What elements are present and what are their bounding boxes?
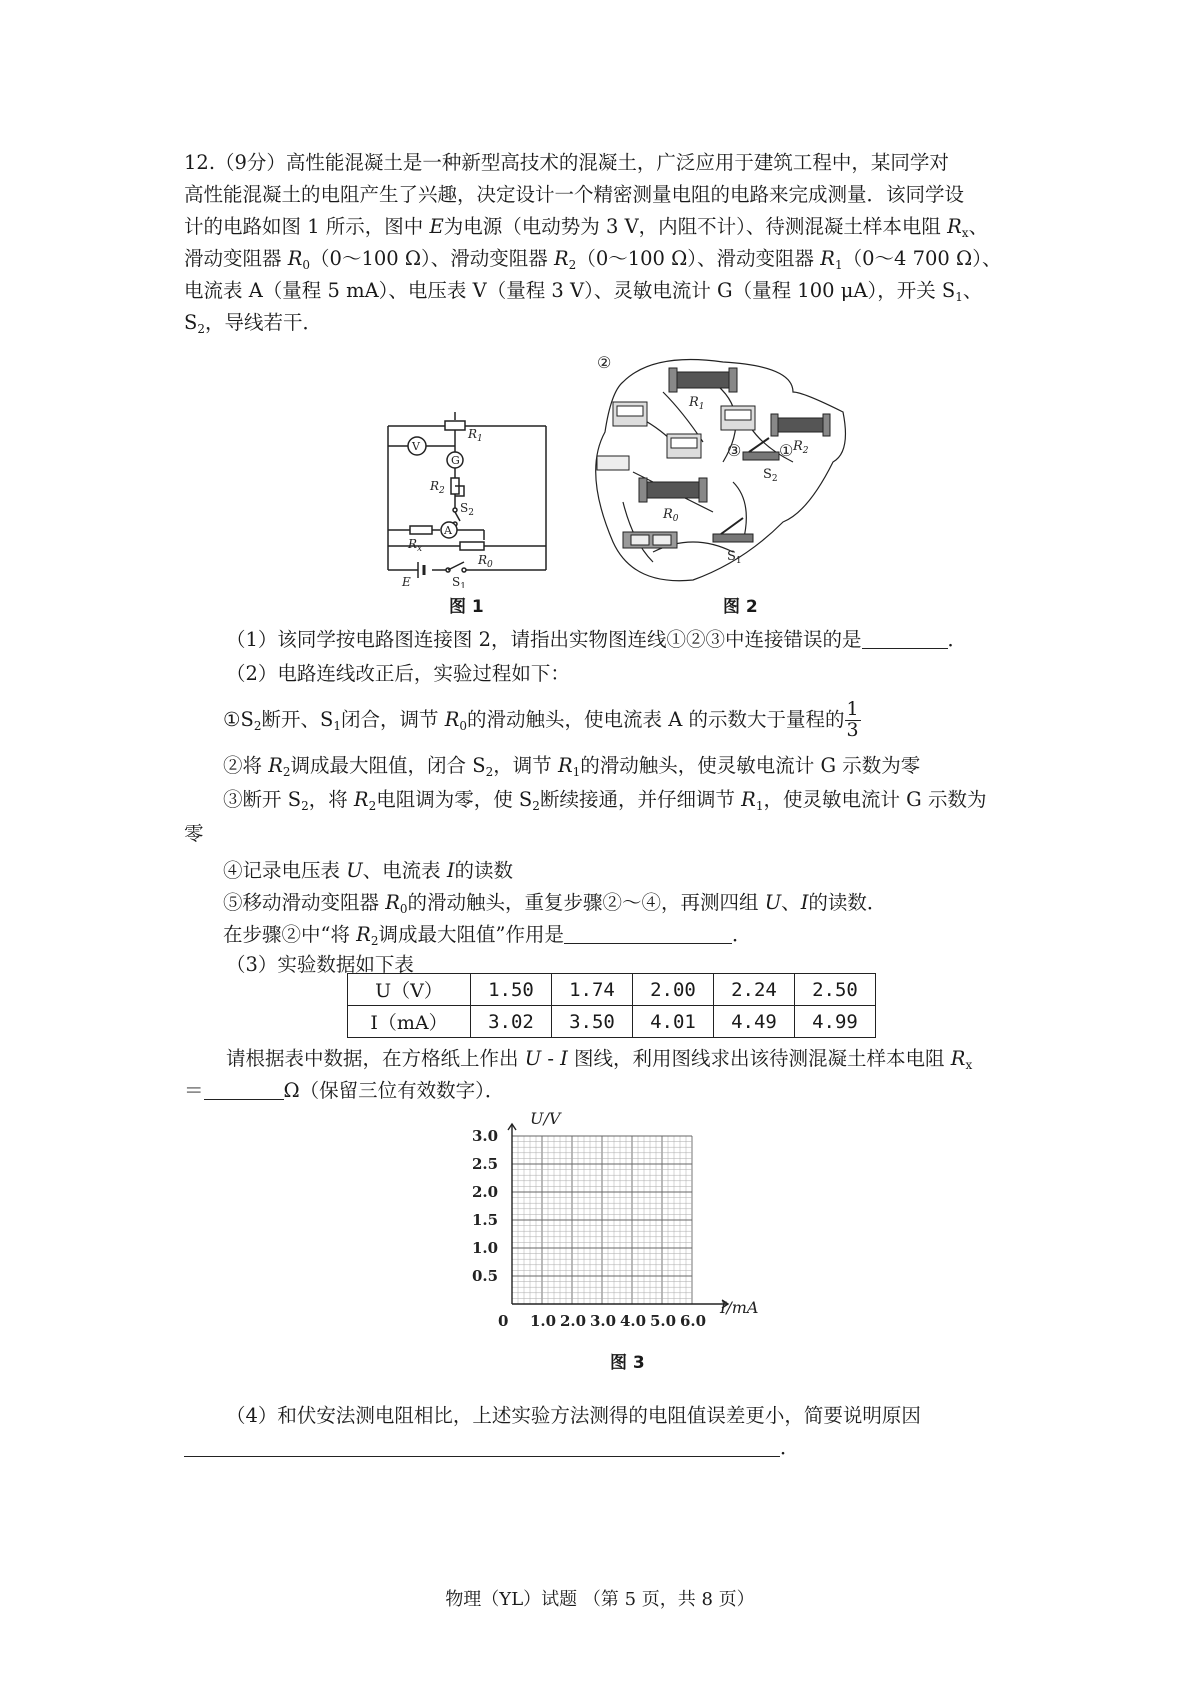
question-intro-line-5: 电流表 A（量程 5 mA）、电压表 V（量程 3 V）、灵敏电流计 G（量程 100 μA），开关 $S_1$、 [184, 279, 983, 304]
table-header-u: U（V） [348, 974, 471, 1006]
fig2-label-r0: $R_0$ [663, 507, 679, 524]
one-third-fraction: $\frac{1}{3}$ [846, 698, 859, 741]
fig2-label-s2: $S_2$ [763, 467, 778, 484]
table-cell: 2.00 [633, 974, 714, 1006]
part-3-question: 请根据表中数据，在方格纸上作出 U - I 图线，利用图线求出该待测混凝土样本电阻 $R_x$ [226, 1047, 973, 1072]
figure-1-caption: 图 1 [449, 597, 484, 617]
table-cell: 4.99 [795, 1006, 876, 1038]
chart-x-tick-label: 1.0 [530, 1312, 557, 1330]
fig2-marker-1: ① [779, 441, 794, 460]
fig1-label-s1: $S_1$ [452, 575, 466, 588]
chart-y-axis-label: U/V [530, 1110, 561, 1128]
part-1-question: （1）该同学按电路图连接图 2，请指出实物图连线①②③中连接错误的是 ． [226, 628, 968, 651]
part-2-step-4: ④记录电压表 U、电流表 I的读数 [223, 859, 514, 882]
table-cell: 3.50 [552, 1006, 633, 1038]
table-cell: 4.01 [633, 1006, 714, 1038]
part-2-question: 在步骤②中“将 $R_2$调成最大阻值”作用是 ． [223, 923, 752, 948]
fig2-marker-2: ② [597, 353, 612, 372]
figure-3-graph-paper [470, 1110, 760, 1340]
chart-x-tick-label: 4.0 [620, 1312, 647, 1330]
chart-x-tick-label: 2.0 [560, 1312, 587, 1330]
table-cell: 1.74 [552, 974, 633, 1006]
question-intro-line-2: 高性能混凝土的电阻产生了兴趣，决定设计一个精密测量电阻的电路来完成测量．该同学设 [184, 183, 965, 206]
figure-1-circuit-diagram [380, 408, 560, 588]
question-intro-line-1: 12.（9分）高性能混凝土是一种新型高技术的混凝土，广泛应用于建筑工程中，某同学对 [184, 151, 949, 174]
fig1-label-r2: $R_2$ [430, 479, 445, 496]
fig1-label-e: E [402, 575, 411, 588]
fig2-rheostat-r0 [639, 478, 707, 502]
fig2-marker-3: ③ [727, 441, 742, 460]
part-2-step-2: ②将 $R_2$调成最大阻值，闭合 $S_2$，调节 $R_1$的滑动触头，使灵敏电流计 G 示数为零 [223, 754, 921, 779]
part-4-answer-blank[interactable] [184, 1438, 780, 1457]
table-row-i [348, 1006, 876, 1038]
page-footer: 物理（YL）试题 （第 5 页，共 8 页） [445, 1589, 755, 1610]
chart-y-tick-label: 2.0 [472, 1183, 499, 1201]
fig2-battery [623, 532, 677, 548]
table-header-i: I（mA） [348, 1006, 471, 1038]
question-intro-line-6: $S_2$，导线若干． [184, 311, 323, 336]
part-3-answer-blank[interactable] [204, 1081, 284, 1100]
fig2-rheostat-r2 [771, 414, 830, 436]
fig2-rheostat-r1 [669, 368, 737, 392]
figure-3-caption: 图 3 [610, 1353, 645, 1373]
table-cell: 2.24 [714, 974, 795, 1006]
table-cell: 2.50 [795, 974, 876, 1006]
chart-x-tick-label: 5.0 [650, 1312, 677, 1330]
fig2-switch-s2 [743, 438, 779, 460]
fig2-galvanometer [721, 406, 755, 430]
chart-y-tick-label: 3.0 [472, 1127, 499, 1145]
part-4-answer-line: ． [184, 1438, 800, 1458]
fig2-label-r2: $R_2$ [793, 439, 809, 456]
part-3-question-cont: ＝ Ω（保留三位有效数字）． [184, 1079, 505, 1102]
fig1-label-g: G [451, 454, 460, 467]
part-3-intro: （3）实验数据如下表 [226, 953, 414, 976]
table-cell: 3.02 [471, 1006, 552, 1038]
fig2-ammeter [667, 434, 701, 458]
fig2-label-r1: $R_1$ [689, 395, 705, 412]
fig2-switch-s1 [713, 518, 753, 542]
part-2-step-3: ③断开 $S_2$，将 $R_2$电阻调为零，使 $S_2$断续接通，并仔细调节 $R_1$，使灵敏电流计 G 示数为 [223, 788, 987, 813]
chart-origin-label: 0 [498, 1312, 509, 1330]
chart-x-tick-label: 6.0 [680, 1312, 707, 1330]
table-cell: 1.50 [471, 974, 552, 1006]
chart-y-tick-label: 1.5 [472, 1211, 499, 1229]
table-row-u [348, 974, 876, 1006]
fig1-label-s2: $S_2$ [460, 501, 474, 518]
part-4-question: （4）和伏安法测电阻相比，上述实验方法测得的电阻值误差更小，简要说明原因 [226, 1404, 921, 1427]
chart-y-tick-label: 0.5 [472, 1267, 499, 1285]
part-2-step-3-cont: 零 [184, 822, 204, 845]
fig1-label-a: A [444, 524, 452, 537]
data-table [347, 973, 876, 1038]
fig1-label-r0: $R_0$ [478, 553, 493, 570]
figure-2-wiring-photo [593, 352, 861, 588]
fig1-label-rx: $R_x$ [408, 537, 423, 554]
fig1-label-r1: $R_1$ [468, 427, 483, 444]
chart-x-tick-label: 3.0 [590, 1312, 617, 1330]
chart-y-tick-label: 2.5 [472, 1155, 499, 1173]
fig2-voltmeter [613, 402, 647, 426]
figure-2-caption: 图 2 [723, 597, 758, 617]
question-intro-line-4: 滑动变阻器 $R_0(0\sim 100$ Ω）、滑动变阻器 $R_2(0\sim 100$ Ω）、滑动变阻器 $R_1(0\sim 4$ 700 Ω）、 [184, 247, 1002, 272]
part-2-answer-blank[interactable] [564, 925, 732, 944]
fig2-label-s1: $S_1$ [727, 549, 742, 566]
chart-y-tick-label: 1.0 [472, 1239, 499, 1257]
fig2-resistor-rx [597, 456, 629, 470]
chart-x-axis-label: I/mA [720, 1298, 759, 1317]
part-1-answer-blank[interactable] [862, 630, 948, 649]
table-cell: 4.49 [714, 1006, 795, 1038]
part-2-step-5: ⑤移动滑动变阻器 $R_0$的滑动触头，重复步骤②～④，再测四组 U、I的读数． [223, 891, 887, 916]
fig1-label-v: V [412, 440, 420, 453]
question-intro-line-3: 计的电路如图 1 所示，图中 E为电源（电动势为 3 V，内阻不计）、待测混凝土样本电阻 $R_x$、 [184, 215, 989, 240]
part-2-intro: （2）电路连线改正后，实验过程如下： [226, 662, 570, 685]
part-2-step-1: $①S_2$断开、$S_1$闭合，调节 $R_0$的滑动触头，使电流表 A 的示数大于量程的 $\frac{1}{3}$ [223, 698, 859, 741]
